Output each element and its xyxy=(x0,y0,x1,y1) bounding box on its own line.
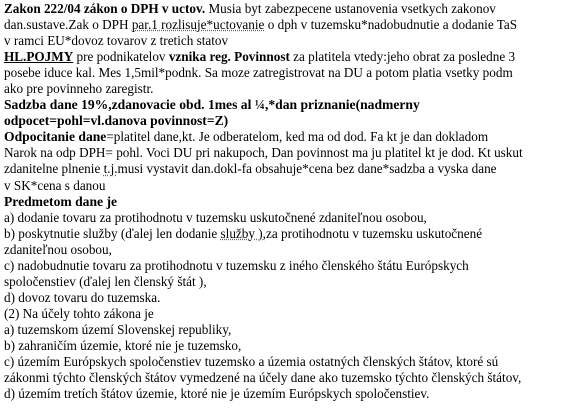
text-line xyxy=(4,178,566,194)
text-line xyxy=(4,49,566,65)
text-line xyxy=(4,113,566,129)
text-line xyxy=(4,81,566,97)
text-line xyxy=(4,354,566,370)
text-line xyxy=(4,306,566,322)
text-line xyxy=(4,226,566,242)
text-run: Sadzba dane 19%,zdanovacie obd. 1mes al ¼,*dan priznanie(nadmerny xyxy=(4,97,420,113)
text-line xyxy=(4,65,566,81)
text-run: Musia byt zabezpecene ustanovenia vsetkych zakonov xyxy=(205,1,496,16)
text-run: odpocet=pohl=vl.danova povinnost=Z) xyxy=(4,113,229,129)
text-run: c) nadobudnutie tovaru za protihodnotu v tuzemsku z iného členského štátu Európskych xyxy=(4,257,469,273)
text-run: (2) Na účely tohto zákona je xyxy=(4,305,154,321)
text-line xyxy=(4,1,566,17)
text-run: t.j. xyxy=(103,161,118,177)
text-line xyxy=(4,129,566,145)
text-run: za protihodnotu v tuzemsku uskutočnené xyxy=(265,225,483,241)
text-line xyxy=(4,258,566,274)
text-line xyxy=(4,322,566,338)
text-run: dan.sustave.Zak o DPH xyxy=(4,17,132,33)
text-run: zdanitelne plnenie xyxy=(4,161,104,177)
text-run: Narok na odp DPH= pohl. Voci DU pri nakupoch, Dan povinnost ma ju platitel kt je dod. Kt uskut xyxy=(4,145,523,161)
text-run: služby ), xyxy=(220,225,266,241)
text-run: par.1 rozlisuje*uctovanie xyxy=(131,17,265,33)
text-line xyxy=(4,161,566,177)
document-text xyxy=(4,1,566,402)
text-line xyxy=(4,97,566,113)
text-line xyxy=(4,17,566,33)
text-line xyxy=(4,290,566,306)
text-run: spoločenstiev (ďalej len členský štát ), xyxy=(4,273,207,289)
text-line xyxy=(4,338,566,354)
text-run: d) územím tretích štátov územie, ktoré nie je územím Európskych spoločenstiev. xyxy=(4,386,430,402)
text-run: b) poskytnutie služby (ďalej len dodanie xyxy=(4,225,221,241)
text-run: musi vystavit dan.dokl-fa obsahuje*cena bez dane*sadzba a vyska dane xyxy=(117,161,497,177)
text-line xyxy=(4,242,566,258)
text-line xyxy=(4,145,566,161)
text-line xyxy=(4,274,566,290)
text-line xyxy=(4,194,566,210)
text-run: v ramci EU*dovoz tovarov z tretich statov xyxy=(4,33,229,49)
text-run: v SK*cena s danou xyxy=(4,177,106,193)
text-run: za platitela vtedy:jeho obrat za posledne 3 xyxy=(289,49,516,65)
text-line xyxy=(4,33,566,49)
text-run: zdaniteľnou osobou, xyxy=(4,241,112,257)
text-run: ako pre povinneho zaregistr. xyxy=(4,81,154,97)
text-run: a) dodanie tovaru za protihodnotu v tuzemsku uskutočnené zdaniteľnou osobou, xyxy=(4,209,427,225)
text-run: vznika reg. Povinnost xyxy=(168,49,290,65)
text-run: =platitel dane,kt. Je odberatelom, ked ma od dod. Fa kt je dan dokladom xyxy=(106,129,489,145)
text-run: Predmetom dane je xyxy=(4,193,117,209)
text-run: c) územím Európskych spoločenstiev tuzemsko a územia ostatných členských štátov, ktoré sú xyxy=(4,354,499,370)
text-line xyxy=(4,370,566,386)
text-run: d) dovoz tovaru do tuzemska. xyxy=(4,289,161,305)
text-line xyxy=(4,386,566,402)
text-run: zákonmi týchto členských štátov vymedzené na účely dane ako tuzemsko týchto členských štátov, xyxy=(4,370,522,386)
text-run: HL.POJMY xyxy=(4,49,74,65)
text-run: Zakon 222/04 zákon o DPH v uctov. xyxy=(4,1,206,16)
text-run: Odpocitanie dane xyxy=(4,129,107,145)
text-run: b) zahraničím územie, ktoré nie je tuzemsko, xyxy=(4,337,242,353)
text-run: posebe iduce kal. Mes 1,5mil*podnk. Sa moze zatregistrovat na DU a potom platia vsetky podm xyxy=(4,65,513,81)
text-run: o dph v tuzemsku*nadobudnutie a dodanie TaS xyxy=(264,17,518,33)
text-run: pre podnikatelov xyxy=(73,49,169,65)
text-line xyxy=(4,210,566,226)
text-run: a) tuzemskom území Slovenskej republiky, xyxy=(4,321,232,337)
